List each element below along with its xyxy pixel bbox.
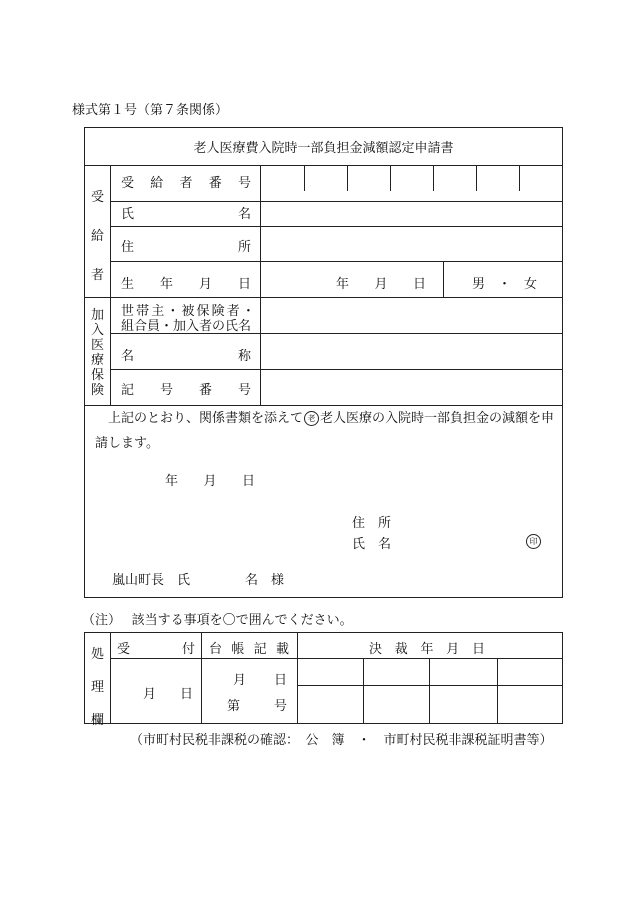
- addressee: 嵐山町長 氏: [112, 573, 191, 588]
- birthdate-label: 生 年 月 日: [121, 277, 251, 292]
- form-number: 様式第１号（第７条関係）: [72, 103, 229, 118]
- recipient-section-label: 受 給 者: [90, 190, 104, 283]
- applicant-name-label: 氏 名: [352, 537, 392, 552]
- ledger-number: 第 号: [227, 699, 287, 714]
- insurer-name-label: 名 称: [121, 349, 251, 364]
- birthdate-units: 年 月 日: [336, 277, 426, 292]
- name-label: 氏 名: [121, 207, 251, 222]
- received-label: 受 付: [117, 642, 195, 657]
- note: （注） 該当する事項を〇で囲んでください。: [82, 613, 353, 628]
- insurance-section-label: 加 入 医 療 保 険: [90, 308, 104, 398]
- footer-note: （市町村民税非課税の確認： 公 簿 ・ 市町村民税非課税証明書等）: [130, 733, 553, 748]
- addressee-suffix: 名 様: [245, 573, 285, 588]
- application-form: [84, 127, 563, 598]
- recipient-number-label: 受 給 者 番 号: [121, 176, 251, 191]
- ledger-label: 台 帳 記 載: [209, 642, 289, 657]
- member-name-label: 組合員・加入者の氏名: [121, 319, 252, 334]
- seal-mark: 印: [526, 534, 541, 549]
- symbol-number-label: 記 号 番 号: [121, 383, 251, 398]
- ledger-date: 月 日: [233, 673, 287, 688]
- form-title: 老人医療費入院時一部負担金減額認定申請書: [85, 128, 562, 166]
- applicant-address-label: 住 所: [352, 516, 392, 531]
- received-date: 月 日: [143, 687, 193, 702]
- application-date: 年 月 日: [165, 474, 255, 489]
- address-label: 住 所: [121, 240, 251, 255]
- household-head-label: 世 帯 主 ・ 被 保 険 者 ・: [121, 304, 255, 319]
- processing-table: [84, 632, 563, 728]
- processing-section-label: 処 理 欄: [90, 647, 104, 728]
- circled-old-mark: 老: [304, 411, 319, 426]
- sex-options[interactable]: 男 ・ 女: [472, 277, 537, 292]
- declaration-text: 上記のとおり、関係書類を添えて 老 老人医療の入院時一部負担金の減額を申請します。: [95, 411, 555, 451]
- approval-label: 決 裁 年 月 日: [369, 642, 485, 657]
